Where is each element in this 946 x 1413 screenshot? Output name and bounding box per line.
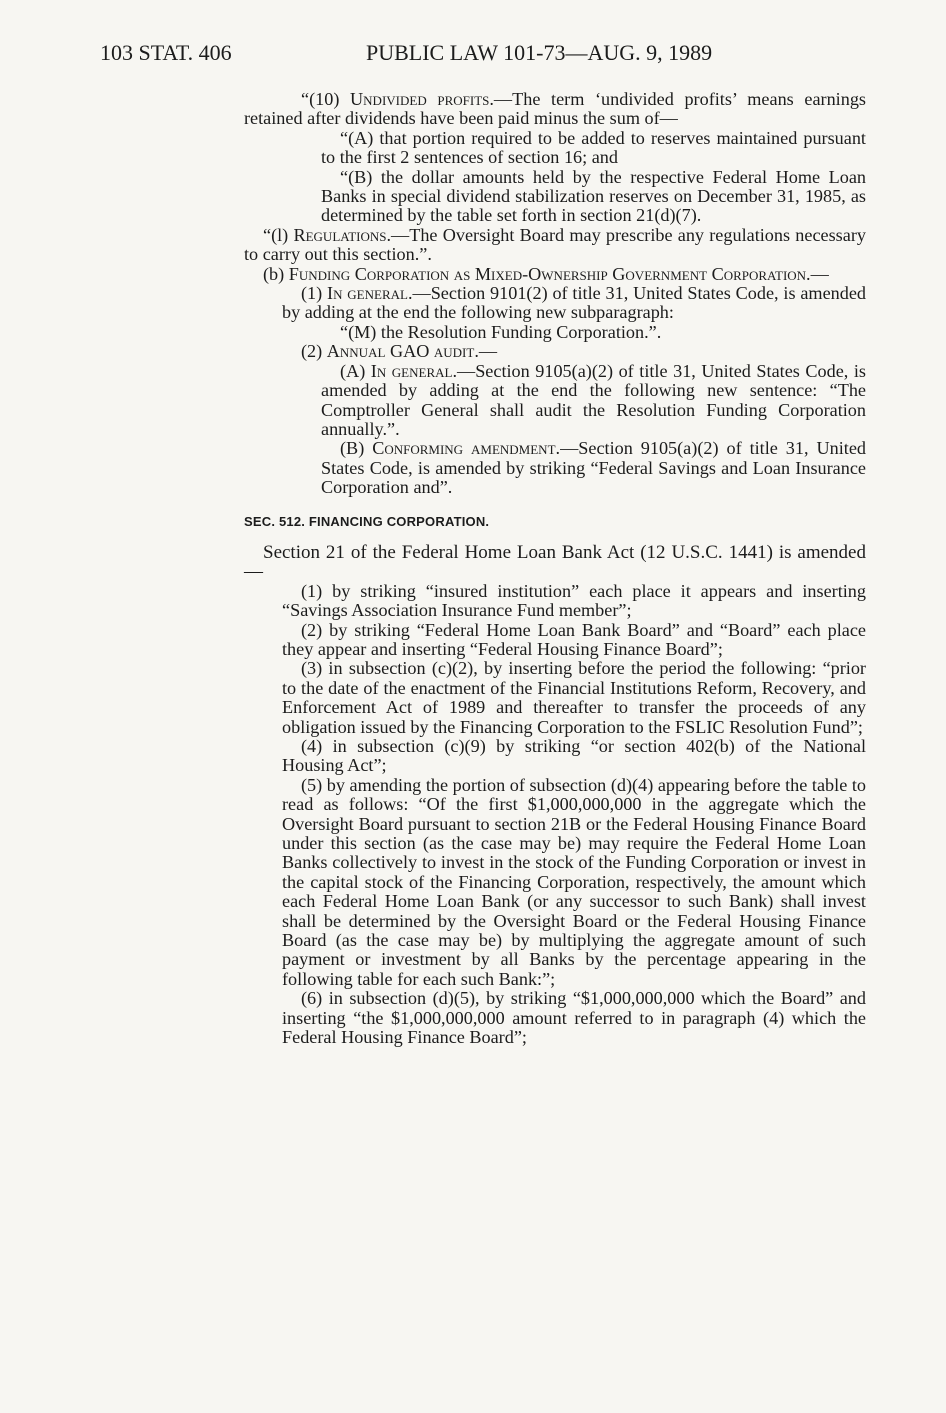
list-item: (4) in subsection (c)(9) by striking “or section 402(b) of the National Housing Act”; <box>282 736 866 776</box>
paragraph-lead: (2) <box>301 341 327 362</box>
paragraph-text: .—The Oversight Board may prescribe any regulations necessary to carry out this section.”. <box>244 224 866 265</box>
paragraph-heading: Conforming amendment <box>372 438 556 459</box>
paragraph-in-general <box>244 284 866 323</box>
list-item: (6) in subsection (d)(5), by striking “$1,000,000,000 which the Board” and inserting “the $1,000,000,000 amount referred to in paragraph (4) which the Federal Housing Finance Board”; <box>282 988 866 1048</box>
paragraph-regulations <box>244 226 866 265</box>
list-item: (5) by amending the portion of subsection (d)(4) appearing before the table to read as follows: “Of the first $1,000,000,000 in the aggregate which the Oversight Board pursuant to section 21B or the Federal Housing Finance Board under this section (as the case may be) may require the Federal Home Loan Banks collectively to invest in the stock of the Funding Corporation or invest in the capital stock of the Financing Corporation, respectively, the amount which each Federal Home Loan Bank (or any successor to such Bank) shall invest shall be determined by the Oversight Board or the Federal Housing Finance Board (as the case may be) by multiplying the aggregate amount of such payment or investment by all Banks by the percentage appearing in the following table for each such Bank:”; <box>282 774 866 989</box>
subparagraph-b-conforming-amendment <box>244 439 866 497</box>
section-intro: Section 21 of the Federal Home Loan Bank Act (12 U.S.C. 1441) is amended— <box>244 541 866 583</box>
paragraph-annual-gao-audit <box>244 342 866 361</box>
list-item: (1) by striking “insured institution” each place it appears and inserting “Savings Association Insurance Fund member”; <box>282 580 866 621</box>
subparagraph-m <box>244 323 866 342</box>
subparagraph-b <box>244 168 866 226</box>
paragraph-lead: “(l) <box>263 224 294 245</box>
paragraph-text: “(A) that portion required to be added to reserves maintained pursuant to the first 2 sentences of section 16; and <box>321 127 866 168</box>
paragraph-lead: (B) <box>340 438 373 459</box>
paragraph-heading: Annual GAO audit <box>326 341 475 362</box>
page-header <box>0 40 946 70</box>
paragraph-undivided-profits <box>244 90 866 129</box>
paragraph-text: .—Section 9105(a)(2) of title 31, United States Code, is amended by adding at the end the following new sentence: “The Comptroller General shall audit the Resolution Funding Corporation annually.”. <box>321 360 867 439</box>
subsection-b-heading <box>244 265 866 284</box>
subparagraph-a-in-general <box>244 362 866 440</box>
subparagraph-a <box>244 129 866 168</box>
statute-page-number: 103 STAT. 406 <box>100 40 232 65</box>
paragraph-text: .— <box>806 263 829 284</box>
list-item: (2) by striking “Federal Home Loan Bank Board” and “Board” each place they appear and inserting “Federal Housing Finance Board”; <box>282 619 866 659</box>
paragraph-heading: Funding Corporation as Mixed-Ownership Government Corporation <box>288 263 807 284</box>
document-body <box>244 90 866 1048</box>
paragraph-lead: (1) <box>301 283 328 304</box>
paragraph-text: “(B) the dollar amounts held by the respective Federal Home Loan Banks in special dividend stabilization reserves on December 31, 1985, as determined by the table set forth in section 21(d)(7). <box>321 166 866 226</box>
paragraph-text: .—Section 9105(a)(2) of title 31, United States Code, is amended by striking “Federal Savings and Loan Insurance Corporation and”. <box>321 438 866 498</box>
paragraph-lead: (A) <box>340 360 371 381</box>
paragraph-heading: In general <box>327 283 408 304</box>
paragraph-text: .—Section 9101(2) of title 31, United States Code, is amended by adding at the end the following new subparagraph: <box>282 283 866 323</box>
paragraph-lead: (b) <box>263 263 289 284</box>
paragraph-text: .—The term ‘undivided profits’ means earnings retained after dividends have been paid minus the sum of— <box>244 89 867 129</box>
paragraph-text: “(M) the Resolution Funding Corporation.”. <box>340 321 662 342</box>
list-item: (3) in subsection (c)(2), by inserting before the period the following: “prior to the date of the enactment of the Financial Institutions Reform, Recovery, and Enforcement Act of 1989 and thereafter to transfer the proceeds of any obligation issued by the Financing Corporation to the FSLIC Resolution Fund”; <box>282 658 866 737</box>
paragraph-heading: Undivided profits <box>350 89 490 109</box>
law-title: PUBLIC LAW 101-73—AUG. 9, 1989 <box>366 40 713 65</box>
paragraph-heading: In general <box>370 360 453 381</box>
paragraph-heading: Regulations <box>293 224 387 245</box>
paragraph-text: .— <box>474 341 498 362</box>
paragraph-lead: “(10) <box>301 89 351 109</box>
section-heading: SEC. 512. FINANCING CORPORATION. <box>244 513 490 529</box>
